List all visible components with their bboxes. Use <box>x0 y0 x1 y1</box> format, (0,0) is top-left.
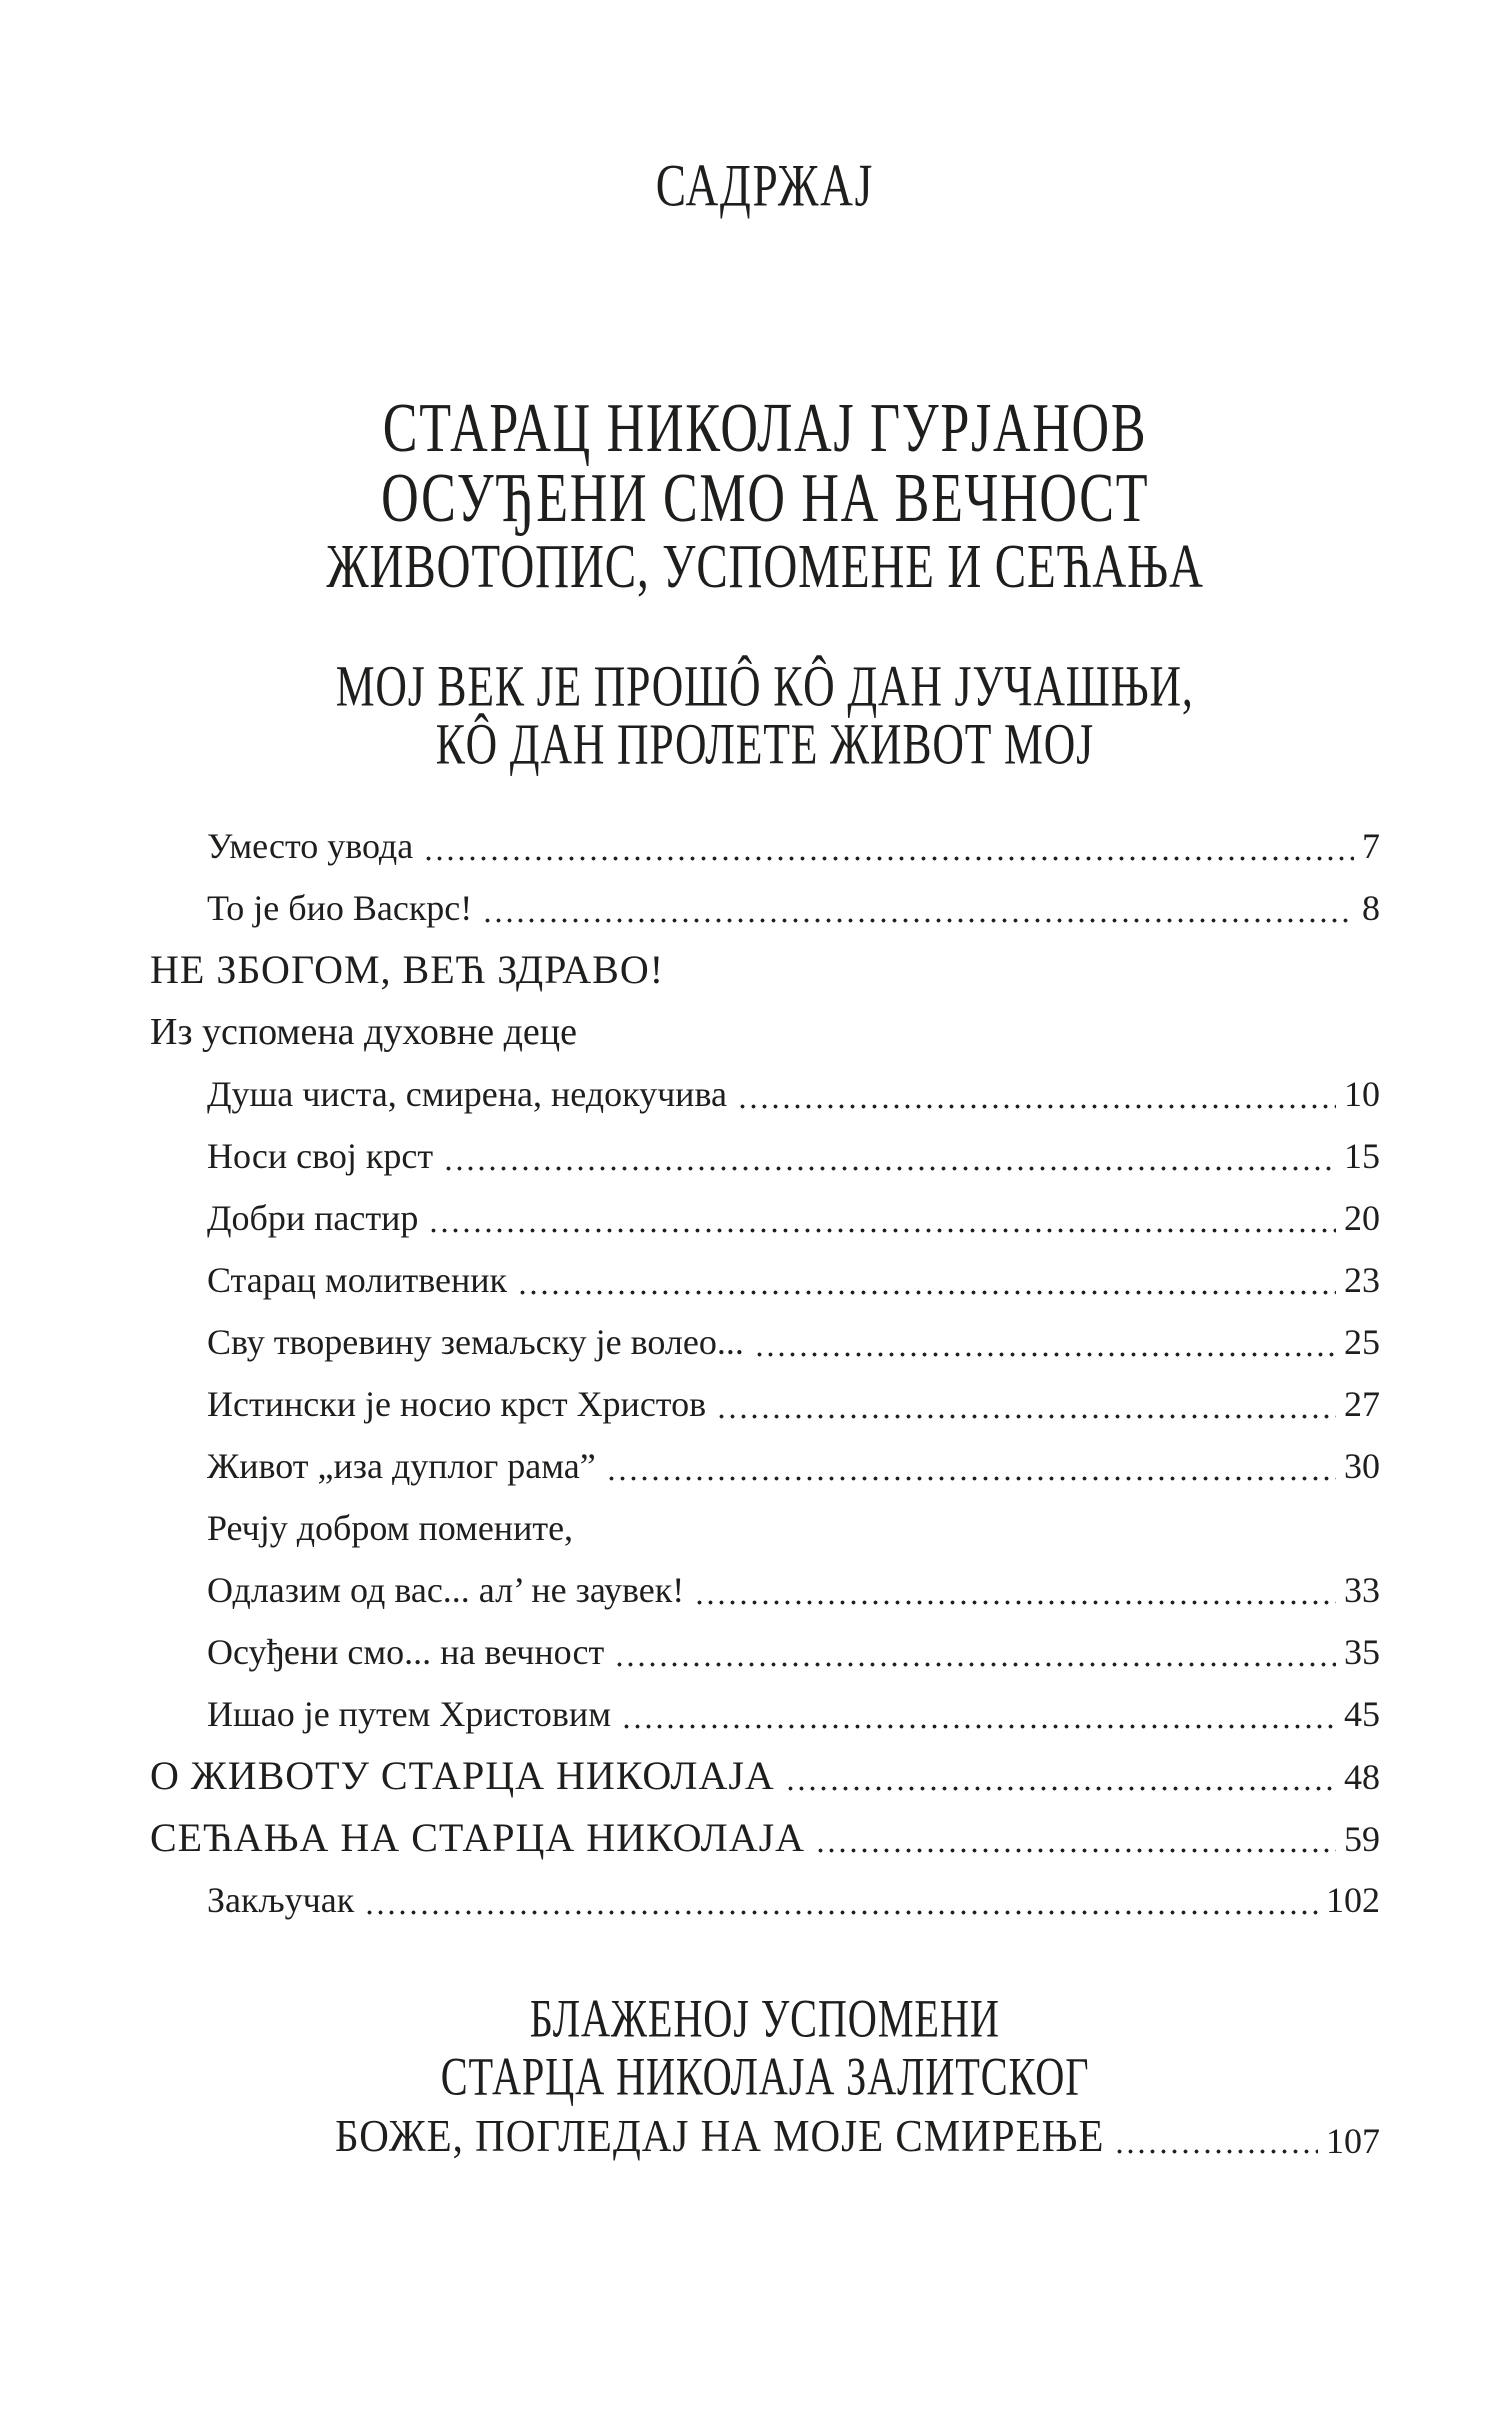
dot-leader <box>517 1290 1336 1295</box>
toc-entry <box>150 1125 1380 1187</box>
toc-entry-page: 7 <box>1362 826 1380 866</box>
toc-entry <box>150 1311 1380 1373</box>
toc-entry <box>150 1435 1380 1497</box>
chapter-heading-line-2-text: КÔ ДАН ПРОЛЕТЕ ЖИВОТ МОЈ <box>435 713 1095 777</box>
memorial-line-2 <box>150 2047 1380 2110</box>
toc-entry <box>150 939 1380 1001</box>
toc-entry <box>150 1869 1380 1931</box>
toc-entry-page: 10 <box>1344 1074 1380 1114</box>
toc-entry-page: 20 <box>1344 1198 1380 1238</box>
toc-entry-page: 27 <box>1344 1384 1380 1424</box>
memorial-block <box>150 1989 1380 2170</box>
toc-entry <box>150 1249 1380 1311</box>
dot-leader <box>621 1724 1336 1729</box>
dot-leader <box>785 1786 1336 1791</box>
toc-entry <box>150 877 1380 939</box>
toc-entry <box>150 1187 1380 1249</box>
toc-entry-title: Речју добром помените, <box>207 1508 574 1548</box>
toc-entry <box>150 1373 1380 1435</box>
toc-entry <box>150 815 1380 877</box>
memorial-entry-title: БОЖЕ, ПОГЛЕДАЈ НА МОЈЕ СМИРЕЊЕ <box>335 2109 1105 2162</box>
chapter-heading-line-1 <box>150 655 1380 720</box>
dot-leader <box>694 1600 1336 1605</box>
dot-leader <box>737 1104 1336 1109</box>
toc-entry <box>150 1745 1380 1807</box>
toc-entry-title: Из успомена духовне деце <box>150 1011 577 1053</box>
toc-entry-page: 59 <box>1344 1819 1380 1859</box>
memorial-line-1 <box>150 1989 1380 2052</box>
dot-leader <box>606 1476 1336 1481</box>
toc-entry-title: Закључак <box>207 1880 355 1920</box>
dot-leader <box>364 1910 1318 1915</box>
chapter-heading-line-2 <box>150 713 1380 778</box>
toc-entry-page: 25 <box>1344 1322 1380 1362</box>
toc-entry-page: 33 <box>1344 1570 1380 1610</box>
toc-entry-page: 30 <box>1344 1446 1380 1486</box>
toc-entry <box>150 1683 1380 1745</box>
toc-entry-page: 45 <box>1344 1694 1380 1734</box>
toc-entry <box>150 1807 1380 1869</box>
toc-entry-page: 8 <box>1362 888 1380 928</box>
toc-entry-title: Живот „иза дуплог рама” <box>207 1446 596 1486</box>
toc-entry-title: Душа чиста, смирена, недокучива <box>207 1074 727 1114</box>
toc-entry-title: Носи свој крст <box>207 1136 434 1176</box>
toc-entry-title: О ЖИВОТУ СТАРЦА НИКОЛАЈА <box>150 1753 775 1798</box>
memorial-entry <box>150 2110 1380 2170</box>
book-title-line-1 <box>150 390 1380 468</box>
toc-entry-page: 35 <box>1344 1632 1380 1672</box>
toc-entry <box>150 1001 1380 1063</box>
toc-entry-page: 23 <box>1344 1260 1380 1300</box>
dot-leader <box>815 1848 1336 1853</box>
dot-leader <box>443 1166 1336 1171</box>
toc-entry-title: То је био Васкрс! <box>207 888 473 928</box>
chapter-heading-line-1-text: МОЈ ВЕК ЈЕ ПРОШÔ КÔ ДАН ЈУЧАШЊИ, <box>336 655 1194 719</box>
toc-entry-page: 48 <box>1344 1757 1380 1797</box>
memorial-entry-page: 107 <box>1326 2121 1380 2161</box>
toc-entry-title: Сву творевину земаљску је волео... <box>207 1322 744 1362</box>
toc-entry-title: Ишао је путем Христовим <box>207 1694 611 1734</box>
toc-entry <box>150 1497 1380 1559</box>
dot-leader <box>1114 2149 1318 2154</box>
toc-list <box>150 815 1380 1931</box>
dot-leader <box>716 1414 1336 1419</box>
chapter-heading-block <box>150 655 1380 778</box>
toc-entry-title: СЕЋАЊА НА СТАРЦА НИКОЛАЈА <box>150 1815 806 1860</box>
book-title-line-2 <box>150 460 1380 538</box>
toc-entry-title: НЕ ЗБОГОМ, ВЕЋ ЗДРАВО! <box>150 947 665 992</box>
toc-entry <box>150 1559 1380 1621</box>
toc-entry-page: 102 <box>1326 1880 1380 1920</box>
memorial-line-1-text: БЛАЖЕНОЈ УСПОМЕНИ <box>529 1989 1001 2049</box>
dot-leader <box>428 1228 1336 1233</box>
memorial-line-2-text: СТАРЦА НИКОЛАЈА ЗАЛИТСКОГ <box>440 2047 1090 2107</box>
book-title-line-1-text: СТАРАЦ НИКОЛАЈ ГУРЈАНОВ <box>382 390 1148 467</box>
dot-leader <box>482 918 1354 923</box>
toc-entry-title: Добри пастир <box>207 1198 419 1238</box>
toc-entry-title: Уместо увода <box>207 826 414 866</box>
toc-entry-title: Старац молитвеник <box>207 1260 507 1300</box>
dot-leader <box>423 856 1354 861</box>
book-title-line-2-text: ОСУЂЕНИ СМО НА ВЕЧНОСТ <box>380 460 1150 537</box>
toc-entry-title: Осуђени смо... на вечност <box>207 1632 605 1672</box>
book-title-line-3 <box>150 532 1380 604</box>
page-title: САДРЖАЈ <box>655 151 875 219</box>
toc-entry <box>150 1063 1380 1125</box>
book-title-block <box>150 390 1380 604</box>
toc-entry <box>150 1621 1380 1683</box>
dot-leader <box>614 1662 1336 1667</box>
toc-entry-page: 15 <box>1344 1136 1380 1176</box>
book-title-line-3-text: ЖИВОТОПИС, УСПОМЕНЕ И СЕЋАЊА <box>326 532 1204 602</box>
toc-entry-title: Истински је носио крст Христов <box>207 1384 707 1424</box>
dot-leader <box>754 1352 1336 1357</box>
page-title-block <box>150 151 1380 219</box>
toc-entry-title: Одлазим од вас... ал’ не заувек! <box>207 1570 685 1610</box>
